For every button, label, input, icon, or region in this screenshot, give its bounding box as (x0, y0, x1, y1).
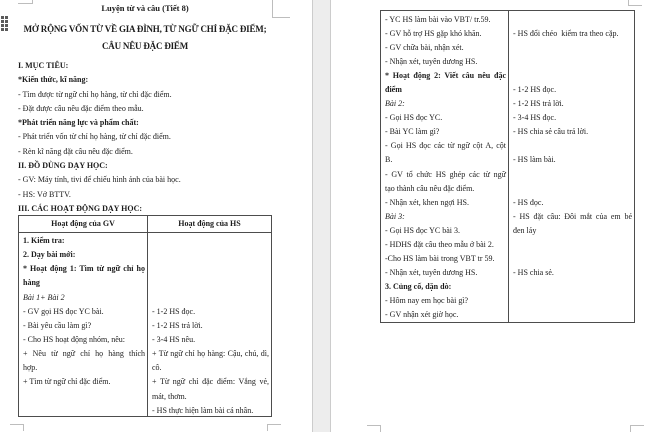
page-2 (331, 0, 650, 432)
gv-line: + Nêu từ ngữ chỉ họ hàng thích (23, 349, 145, 359)
gv-line: - Gọi HS đọc các từ ngữ cột A, cột (385, 141, 506, 151)
hs-line (513, 69, 632, 83)
gv-line: - GV gọi HS đọc YC bài. (23, 306, 104, 316)
table-header-hs: Hoạt động của HS (178, 219, 241, 228)
gv-line: Bài 1+ Bài 2 (23, 292, 65, 302)
gv-line: - Hôm nay em học bài gì? (385, 295, 469, 305)
body-line: - Đặt được câu nêu đặc điểm theo mẫu. (18, 103, 144, 113)
gv-line (23, 404, 145, 418)
hs-line (513, 139, 632, 153)
hs-line: - HS chia sẻ. (513, 267, 554, 277)
hs-line (513, 294, 632, 308)
gv-line: 3. Củng cố, dặn dò: (385, 281, 452, 291)
body-line: - HS: Vở BTTV. (18, 189, 71, 199)
body-line: I. MỤC TIÊU: (18, 61, 69, 70)
hs-line: - HS làm bài. (513, 155, 556, 165)
crop-mark-bottom-left (10, 424, 24, 431)
hs-line (513, 280, 632, 294)
body-line: - GV: Máy tính, tivi để chiếu hình ảnh của bài học. (18, 175, 181, 185)
gv-line: * Hoạt động 2: Viết câu nêu đặc (385, 71, 506, 81)
gv-line: - Cho HS hoạt động nhóm, nêu: (23, 334, 125, 344)
gv-line: + Tìm từ ngữ chỉ đặc điểm. (23, 377, 111, 387)
hs-line (513, 55, 632, 69)
gv-line: - GV hỗ trợ HS gặp khó khăn. (385, 29, 482, 39)
activities-table-page1 (18, 215, 272, 417)
hs-line: cô. (152, 363, 162, 373)
body-line: II. ĐỒ DÙNG DẠY HỌC: (18, 161, 108, 171)
gv-line: - YC HS làm bài vào VBT/ tr.59. (385, 15, 491, 24)
gv-line: - Bài yêu cầu làm gì? (23, 320, 92, 330)
body-line: - Phát triển vốn từ chỉ họ hàng, từ chỉ đặc điểm. (18, 132, 171, 142)
activities-table-page2 (380, 10, 635, 323)
gv-line: B. (385, 155, 393, 165)
lesson-header: Luyện từ và câu (Tiết 8) (101, 3, 189, 13)
crop-mark-bottom-left (367, 425, 381, 432)
gv-line: - Gọi HS đọc YC bài 3. (385, 225, 461, 235)
gv-line: 2. Dạy bài mới: (23, 250, 76, 260)
gv-line: - Nhận xét, tuyên dương HS. (385, 57, 478, 67)
gv-line: -Cho HS làm bài trong VBT tr 59. (385, 253, 495, 263)
hs-line: - 1-2 HS trả lời. (513, 99, 564, 109)
gv-activities-cell (19, 233, 148, 417)
hs-line: + Từ ngữ chỉ họ hàng: Cậu, chú, dì, (152, 349, 269, 359)
lesson-title-line2: CÂU NÊU ĐẶC ĐIỂM (101, 41, 189, 51)
body-line: - Tìm được từ ngữ chỉ họ hàng, từ chỉ đặc điểm. (18, 89, 172, 99)
hs-line (152, 234, 269, 248)
hs-line: - 3-4 HS nêu. (152, 334, 196, 344)
gv-line: Bài 2: (385, 99, 405, 109)
gv-line: - GV chữa bài, nhận xét. (385, 43, 464, 53)
hs-line: + Từ ngữ chỉ đặc điểm: Vắng vẻ, (152, 377, 269, 387)
hs-line: - 1-2 HS đọc. (152, 306, 196, 316)
hs-line: - HS đổi chéo kiểm tra theo cặp. (513, 29, 619, 39)
crop-mark-top-right (628, 0, 642, 6)
gv-line (23, 390, 145, 404)
gv-line: hàng (23, 278, 40, 288)
gv-line: - HDHS đặt câu theo mẫu ở bài 2. (385, 239, 494, 249)
hs-line: đen láy (513, 225, 537, 235)
body-line: *Phát triển năng lực và phẩm chất: (18, 118, 139, 128)
hs-line: - 1-2 HS đọc. (513, 85, 557, 95)
drag-handle-icon[interactable] (1, 16, 10, 33)
gv-line: - Nhận xét, tuyên dương HS. (385, 267, 478, 277)
gv-line: - Nhận xét, khen ngợi HS. (385, 197, 469, 207)
hs-line: - 3-4 HS đọc. (513, 113, 557, 123)
hs-line (513, 308, 632, 322)
hs-line (152, 291, 269, 305)
body-line: *Kiến thức, kĩ năng: (18, 75, 89, 85)
table-body (381, 11, 634, 322)
hs-activities-cell (509, 11, 634, 322)
gv-line: - Gọi HS đọc YC. (385, 113, 443, 123)
gv-line: 1. Kiểm tra: (23, 236, 65, 245)
body-line: III. CÁC HOẠT ĐỘNG DẠY HỌC: (18, 203, 143, 213)
hs-line: - HS đặt câu: Đôi mắt của em bé (513, 211, 632, 221)
page-1 (0, 0, 312, 432)
hs-line (513, 182, 632, 196)
page-gap (312, 0, 331, 432)
gv-line: - GV nhận xét giờ học. (385, 309, 459, 319)
hs-line: - 1-2 HS trả lời. (152, 320, 203, 330)
crop-mark-bottom-right (267, 424, 281, 431)
gv-activities-cell (381, 11, 509, 322)
hs-line (513, 238, 632, 252)
hs-line (513, 13, 632, 27)
hs-line (152, 248, 269, 262)
table-header-gv: Hoạt động của GV (19, 216, 148, 232)
gv-line: - Bài YC làm gì? (385, 127, 440, 137)
gv-line: * Hoạt động 1: Tìm từ ngữ chỉ họ (23, 264, 145, 274)
crop-mark-bottom-right (630, 425, 644, 432)
lesson-title-line1: MỞ RỘNG VỐN TỪ VỀ GIA ĐÌNH, TỪ NGỮ CHỈ ĐẶC ĐIỂM; (23, 24, 267, 34)
gv-line: hợp. (23, 363, 38, 373)
hs-line (152, 262, 269, 276)
body-line: - Rèn kĩ năng đặt câu nêu đặc điểm. (18, 146, 133, 156)
crop-mark-top-right (272, 0, 290, 18)
hs-line: mát, thơm. (152, 391, 187, 401)
hs-activities-cell (148, 233, 271, 417)
table-header-row (19, 216, 271, 233)
gv-line: Bài 3: (385, 211, 405, 221)
gv-line: tạo thành câu nêu đặc điểm. (385, 183, 475, 193)
hs-line (513, 41, 632, 55)
gv-line: - GV tổ chức HS ghép các từ ngữ (385, 169, 506, 179)
hs-line (513, 168, 632, 182)
hs-line: - HS thực hiện làm bài cá nhân. (152, 405, 254, 415)
hs-line: - HS chia sẻ câu trả lời. (513, 127, 589, 137)
hs-line: - HS đọc. (513, 197, 544, 207)
lesson-body (18, 59, 272, 216)
gv-line: điểm (385, 85, 402, 95)
hs-line (152, 276, 269, 290)
table-body (19, 233, 271, 417)
hs-line (513, 252, 632, 266)
